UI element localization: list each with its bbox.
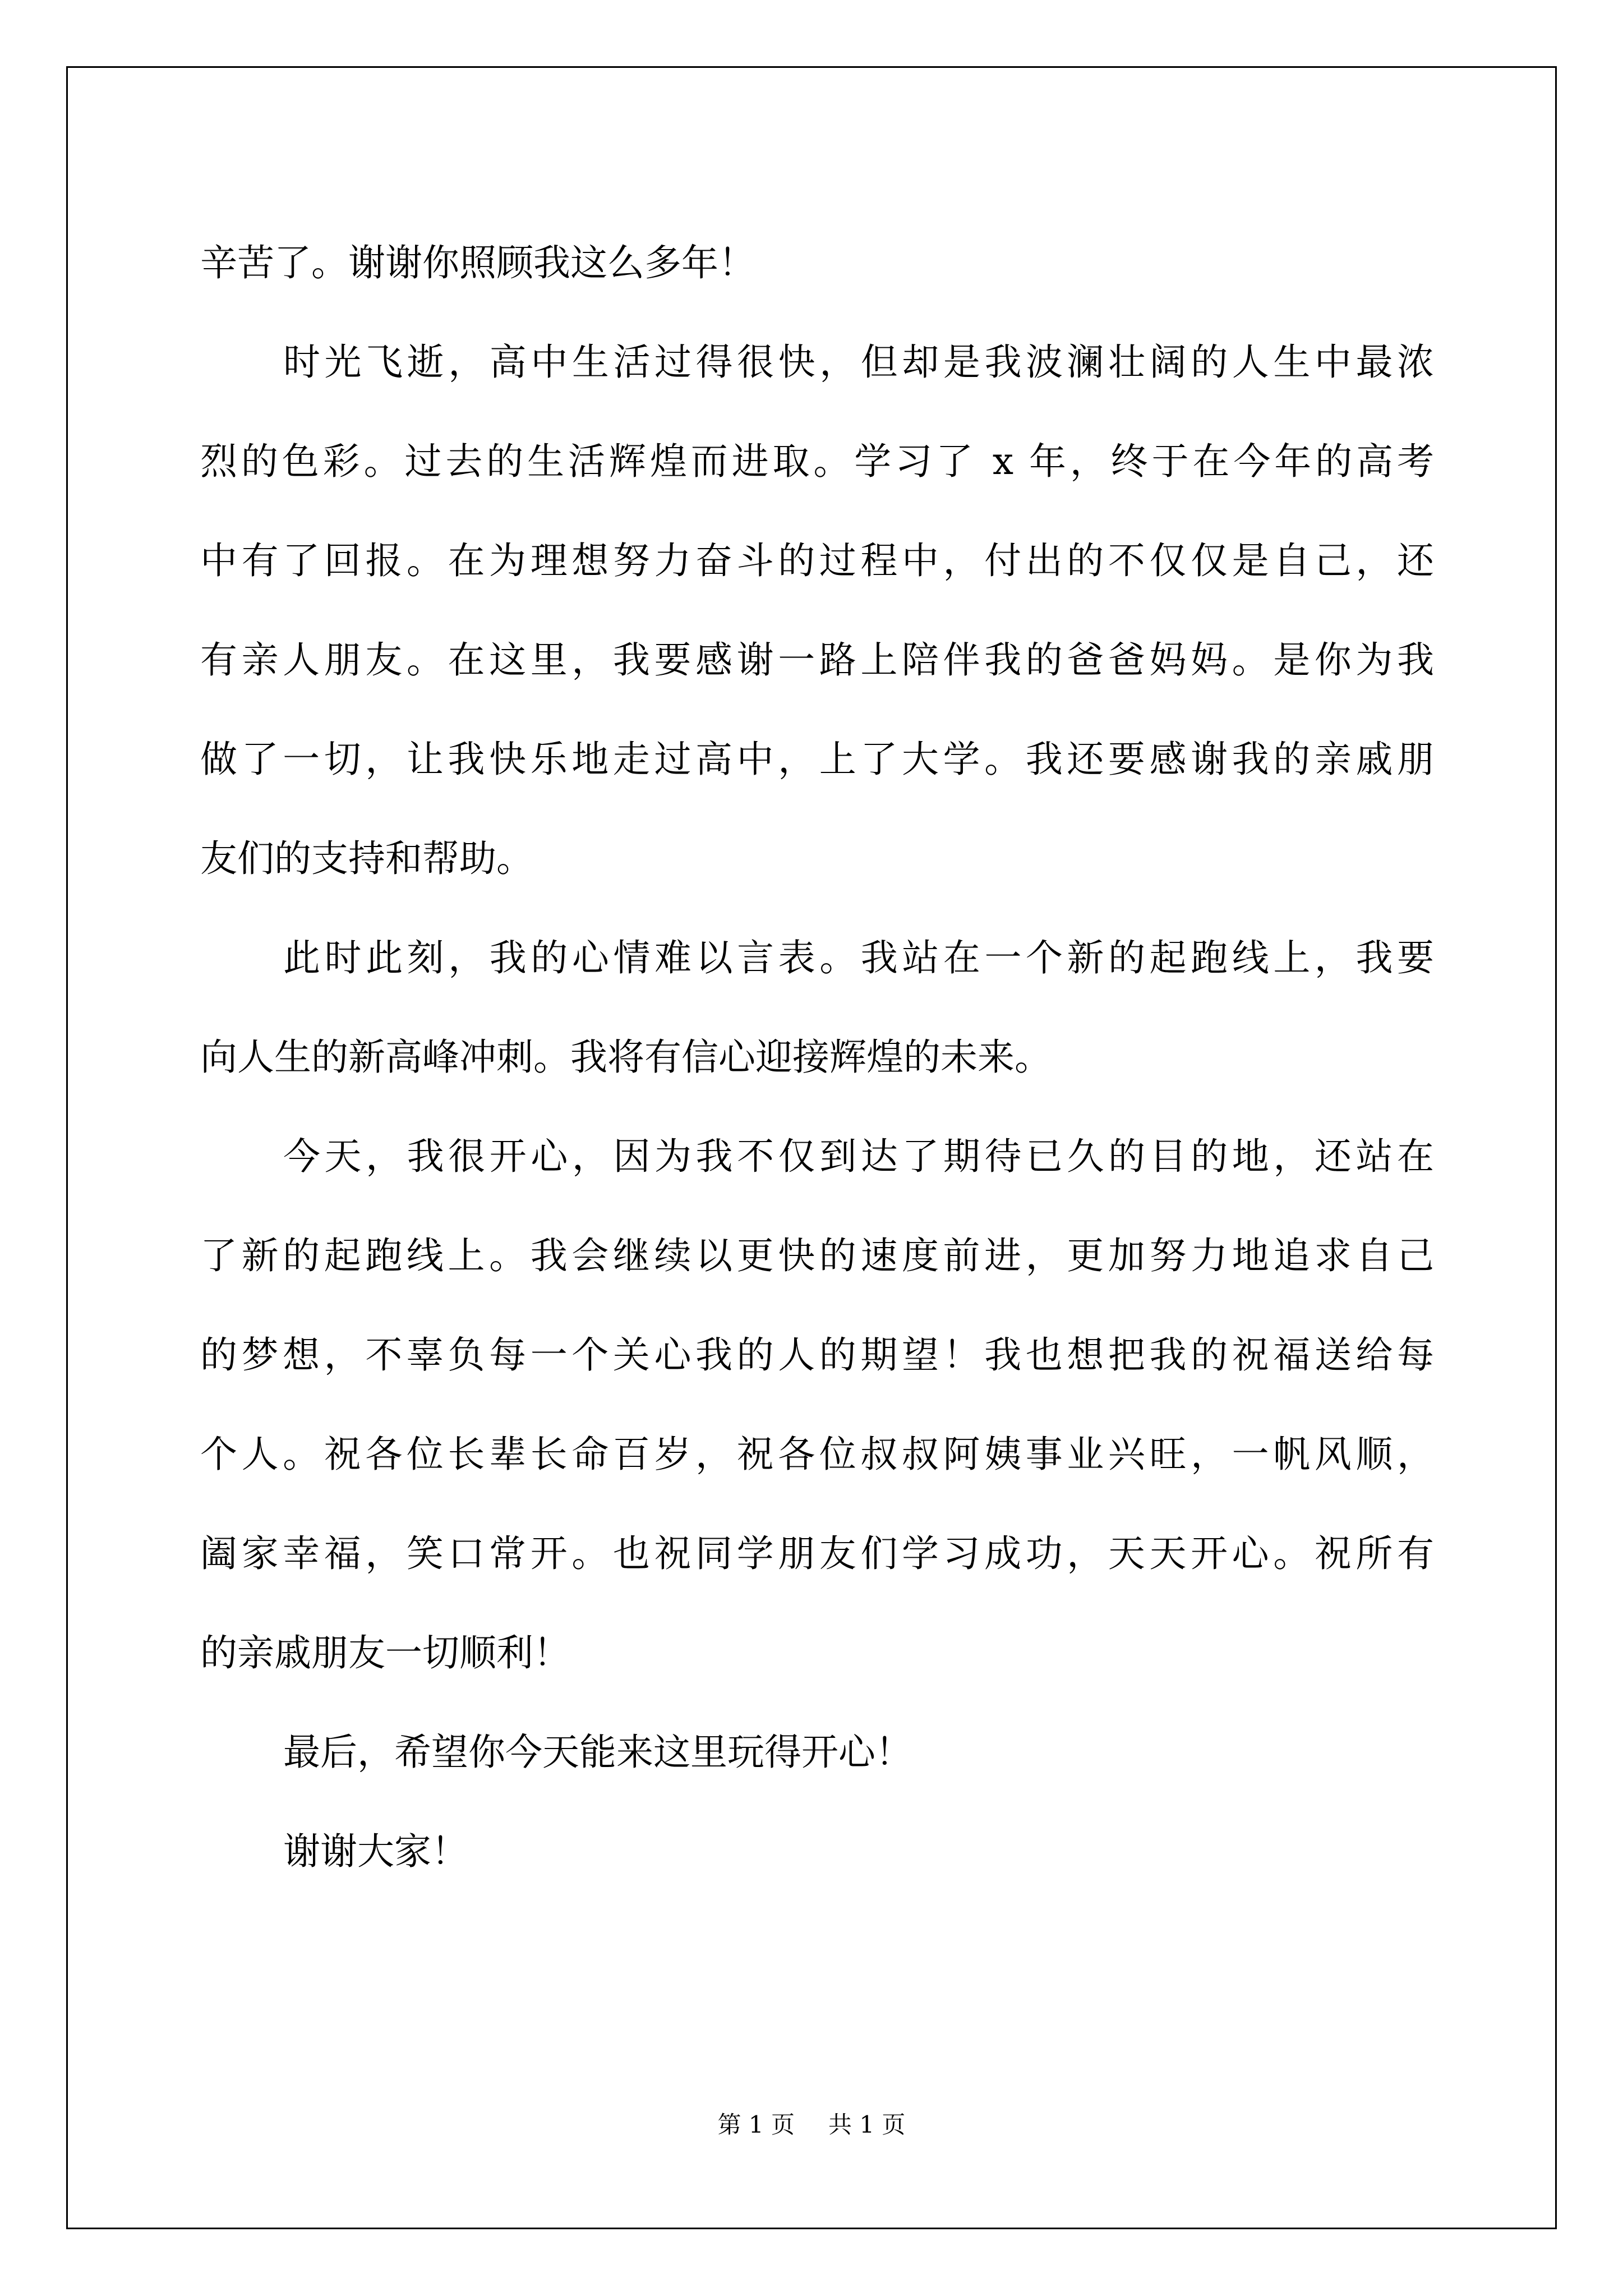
- page-footer: [0, 2108, 1623, 2142]
- text-line: 了新的起跑线上。我会继续以更快的速度前进，更加努力地追求自己: [200, 1234, 1434, 1277]
- text-line: 的亲戚朋友一切顺利！: [200, 1631, 570, 1674]
- text-line: 阖家幸福，笑口常开。也祝同学朋友们学习成功，天天开心。祝所有: [200, 1532, 1434, 1575]
- text-line: 今天，我很开心，因为我不仅到达了期待已久的目的地，还站在: [283, 1135, 1434, 1178]
- text-line: 此时此刻，我的心情难以言表。我站在一个新的起跑线上，我要: [283, 936, 1434, 979]
- text-line: 个人。祝各位长辈长命百岁，祝各位叔叔阿姨事业兴旺，一帆风顺，: [200, 1433, 1434, 1476]
- text-line: 中有了回报。在为理想努力奋斗的过程中，付出的不仅仅是自己，还: [200, 539, 1434, 582]
- page-total: 共 1 页: [828, 2111, 906, 2138]
- text-line: 最后，希望你今天能来这里玩得开心！: [283, 1731, 912, 1774]
- text-line: 时光飞逝，高中生活过得很快，但却是我波澜壮阔的人生中最浓: [283, 341, 1434, 384]
- text-line: 向人生的新高峰冲刺。我将有信心迎接辉煌的未来。: [200, 1036, 1052, 1079]
- text-line: 辛苦了。谢谢你照顾我这么多年！: [200, 241, 755, 284]
- text-line: 谢谢大家！: [283, 1830, 468, 1873]
- text-line: 做了一切，让我快乐地走过高中，上了大学。我还要感谢我的亲戚朋: [200, 738, 1434, 781]
- text-line: 友们的支持和帮助。: [200, 837, 533, 880]
- page-number: 第 1 页: [717, 2111, 795, 2138]
- text-line: 的梦想，不辜负每一个关心我的人的期望！我也想把我的祝福送给每: [200, 1333, 1434, 1377]
- document-body: [200, 213, 1434, 1901]
- text-line: 有亲人朋友。在这里，我要感谢一路上陪伴我的爸爸妈妈。是你为我: [200, 638, 1434, 682]
- text-line: 烈的色彩。过去的生活辉煌而进取。学习了 x 年，终于在今年的高考: [200, 440, 1434, 483]
